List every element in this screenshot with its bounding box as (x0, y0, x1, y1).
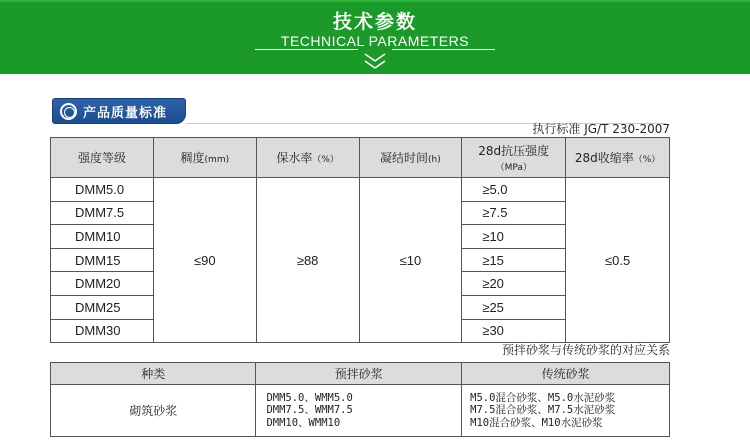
list-item: M10混合砂浆、M10水泥砂浆 (470, 416, 603, 429)
list-item: DMM5.0、WMM5.0 (266, 391, 353, 404)
compressive-cell: ≥25 (462, 295, 566, 319)
water-retention-cell: ≥88 (256, 178, 359, 343)
header-title: 技术参数 (332, 11, 417, 33)
compressive-cell: ≥5.0 (462, 178, 566, 202)
header-kind: 种类 (51, 363, 256, 385)
section-tag-label: 产品质量标准 (83, 105, 168, 121)
premixed-cell (256, 385, 462, 437)
grade-cell: DMM30 (51, 319, 154, 343)
shrinkage-cell: ≤0.5 (566, 178, 670, 343)
traditional-cell (462, 385, 670, 437)
list-item: M7.5混合砂浆、M7.5水泥砂浆 (470, 404, 616, 417)
header-water-retention: 保水率（%） (256, 138, 359, 178)
grade-cell: DMM20 (51, 272, 154, 296)
correspondence-caption: 预拌砂浆与传统砂浆的对应关系 (501, 343, 670, 357)
compressive-cell: ≥7.5 (462, 201, 566, 225)
compressive-cell: ≥15 (462, 248, 566, 272)
quality-table (50, 137, 670, 343)
table-header-row (51, 138, 670, 178)
list-item: DMM10、WMM10 (266, 416, 341, 429)
header-rule-right (392, 49, 495, 50)
grade-cell: DMM10 (51, 225, 154, 249)
standard-label: 执行标准 JG/T 230-2007 (532, 122, 670, 136)
double-chevron-down-icon (362, 51, 388, 71)
table-header-row (51, 363, 670, 385)
kind-cell: 砌筑砂浆 (51, 385, 256, 437)
header-compressive: 28d抗压强度（MPa） (462, 138, 566, 178)
setting-time-cell: ≤10 (359, 178, 462, 343)
compressive-cell: ≥10 (462, 225, 566, 249)
table-row (51, 178, 670, 202)
list-item: DMM7.5、WMM7.5 (266, 404, 353, 417)
ring-icon (60, 103, 77, 120)
consistency-cell: ≤90 (153, 178, 256, 343)
header-subtitle: TECHNICAL PARAMETERS (280, 33, 470, 49)
header-rule-left (255, 49, 358, 50)
header-premixed: 预拌砂浆 (256, 363, 462, 385)
section-tag (52, 98, 186, 124)
header-banner (0, 0, 750, 74)
correspondence-table (50, 362, 670, 437)
list-item: M5.0混合砂浆、M5.0水泥砂浆 (470, 391, 616, 404)
grade-cell: DMM25 (51, 295, 154, 319)
header-grade: 强度等级 (51, 138, 154, 178)
header-consistency: 稠度(mm) (153, 138, 256, 178)
header-shrinkage: 28d收缩率（%） (566, 138, 670, 178)
grade-cell: DMM5.0 (51, 178, 154, 202)
header-traditional: 传统砂浆 (462, 363, 670, 385)
header-setting-time: 凝结时间(h) (359, 138, 462, 178)
compressive-cell: ≥20 (462, 272, 566, 296)
compressive-cell: ≥30 (462, 319, 566, 343)
grade-cell: DMM7.5 (51, 201, 154, 225)
table-row (51, 385, 670, 437)
grade-cell: DMM15 (51, 248, 154, 272)
